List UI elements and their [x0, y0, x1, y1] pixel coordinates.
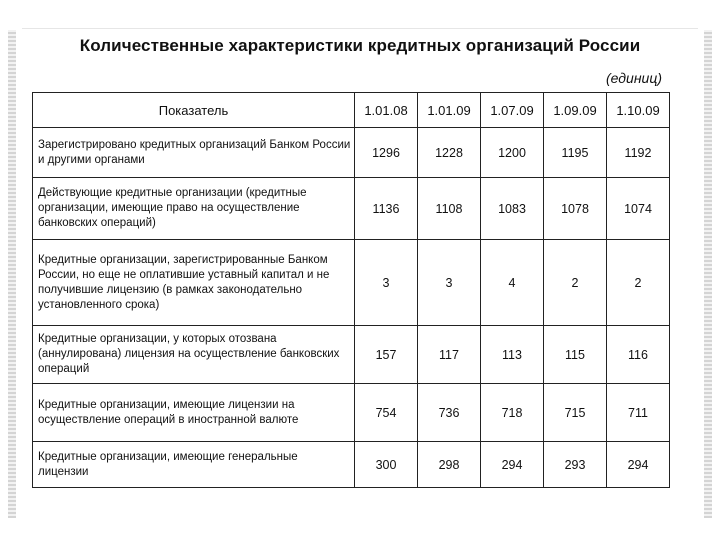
table-cell: 115: [544, 326, 607, 384]
table-header-row: [33, 93, 670, 128]
table-cell: 113: [481, 326, 544, 384]
table-cell: 1136: [355, 178, 418, 240]
row-label: Кредитные организации, зарегистрированные Банком России, но еще не оплатившие уставный капитал и не получившие лицензию (в рамках законодательно установленного срока): [33, 240, 355, 326]
table-row: [33, 326, 670, 384]
data-table: [32, 92, 670, 488]
header-date: 1.10.09: [607, 93, 670, 128]
table-cell: 298: [418, 442, 481, 488]
row-label: Кредитные организации, у которых отозвана (аннулирована) лицензия на осуществление банковских операций: [33, 326, 355, 384]
table-cell: 1195: [544, 128, 607, 178]
table-cell: 715: [544, 384, 607, 442]
table-row: [33, 240, 670, 326]
table-cell: 1074: [607, 178, 670, 240]
slide-frame-top: [22, 28, 698, 29]
table-cell: 1078: [544, 178, 607, 240]
header-date: 1.09.09: [544, 93, 607, 128]
table-row: [33, 384, 670, 442]
table-cell: 4: [481, 240, 544, 326]
page-title: Количественные характеристики кредитных организаций России: [79, 36, 641, 55]
slide-frame-left: [8, 30, 16, 518]
table-row: [33, 442, 670, 488]
table-row: [33, 178, 670, 240]
table-cell: 3: [418, 240, 481, 326]
table-cell: 294: [481, 442, 544, 488]
slide-frame-right: [704, 30, 712, 518]
table-cell: 711: [607, 384, 670, 442]
row-label: Действующие кредитные организации (кредитные организации, имеющие право на осуществление банковских операций): [33, 178, 355, 240]
table-cell: 293: [544, 442, 607, 488]
table-cell: 718: [481, 384, 544, 442]
table-cell: 1083: [481, 178, 544, 240]
table-cell: 3: [355, 240, 418, 326]
row-label: Кредитные организации, имеющие генеральные лицензии: [33, 442, 355, 488]
table-cell: 117: [418, 326, 481, 384]
table-row: [33, 128, 670, 178]
header-date: 1.01.09: [418, 93, 481, 128]
table-cell: 116: [607, 326, 670, 384]
row-label: Кредитные организации, имеющие лицензии на осуществление операций в иностранной валюте: [33, 384, 355, 442]
table-cell: 1108: [418, 178, 481, 240]
unit-label: (единиц): [606, 70, 662, 86]
table-cell: 1200: [481, 128, 544, 178]
table-cell: 1192: [607, 128, 670, 178]
table-cell: 294: [607, 442, 670, 488]
table-cell: 300: [355, 442, 418, 488]
header-indicator: Показатель: [33, 93, 355, 128]
table-cell: 157: [355, 326, 418, 384]
table-cell: 2: [607, 240, 670, 326]
table-cell: 736: [418, 384, 481, 442]
table-cell: 2: [544, 240, 607, 326]
header-date: 1.01.08: [355, 93, 418, 128]
header-date: 1.07.09: [481, 93, 544, 128]
table-cell: 754: [355, 384, 418, 442]
table-cell: 1228: [418, 128, 481, 178]
table-cell: 1296: [355, 128, 418, 178]
row-label: Зарегистрировано кредитных организаций Банком России и другими органами: [33, 128, 355, 178]
